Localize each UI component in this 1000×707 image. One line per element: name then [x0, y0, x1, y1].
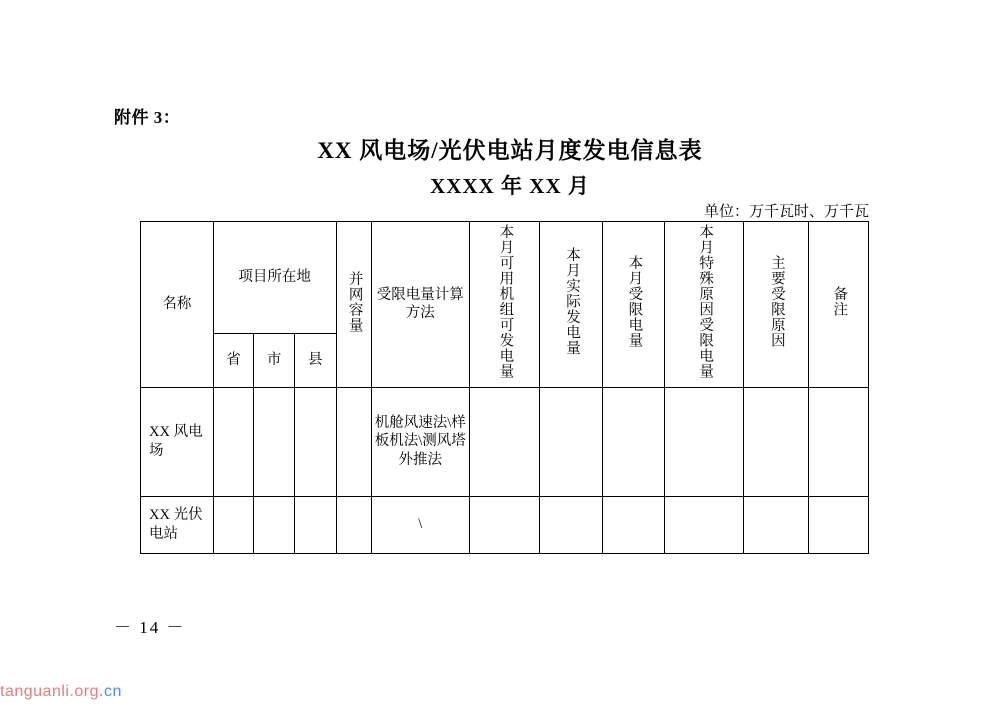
cell-name: XX 风电场 [141, 387, 214, 496]
column-header-province: 省 [213, 333, 254, 387]
column-header-main-reason-text: 主要受限原因 [768, 255, 785, 348]
cell-month-actual [540, 387, 602, 496]
column-header-month-special-text: 本月特殊原因受限电量 [697, 224, 714, 379]
cell-month-limited [602, 496, 664, 553]
generation-info-table [140, 221, 869, 554]
column-header-grid-capacity-text: 并网容量 [346, 270, 363, 333]
column-header-city: 市 [254, 333, 295, 387]
watermark-prefix: tanguanli.org [0, 683, 100, 700]
attachment-label: 附件 3： [114, 108, 181, 127]
cell-province [213, 496, 254, 553]
cell-month-limited [602, 387, 664, 496]
cell-city [254, 387, 295, 496]
cell-main-reason [744, 496, 808, 553]
column-header-month-limited-text: 本月受限电量 [626, 255, 643, 348]
column-header-remark-text: 备注 [831, 286, 848, 317]
watermark [0, 683, 122, 701]
column-header-grid-capacity [336, 222, 371, 388]
column-header-month-limited [602, 222, 664, 388]
cell-month-special [665, 387, 744, 496]
page-title: XX 风电场/光伏电站月度发电信息表 [317, 138, 703, 163]
cell-county [294, 496, 336, 553]
column-header-month-available-text: 本月可用机组可发电量 [497, 224, 514, 379]
column-header-remark [808, 222, 868, 388]
column-header-limit-method: 受限电量计算方法 [371, 222, 469, 388]
table-header-row [141, 222, 869, 334]
table-row [141, 496, 869, 553]
column-header-month-special [665, 222, 744, 388]
column-header-county: 县 [294, 333, 336, 387]
column-header-location-group: 项目所在地 [213, 222, 336, 334]
cell-month-available [469, 496, 540, 553]
column-header-month-actual-text: 本月实际发电量 [563, 247, 580, 356]
cell-name: XX 光伏电站 [141, 496, 214, 553]
cell-month-available [469, 387, 540, 496]
column-header-month-available [469, 222, 540, 388]
cell-main-reason [744, 387, 808, 496]
column-header-name: 名称 [141, 222, 214, 388]
page-subtitle: XXXX 年 XX 月 [430, 174, 590, 198]
cell-limit-method: 机舱风速法\样板机法\测风塔外推法 [371, 387, 469, 496]
cell-month-actual [540, 496, 602, 553]
page-number: － 14 － [114, 618, 186, 637]
cell-grid-capacity [336, 496, 371, 553]
column-header-main-reason [744, 222, 808, 388]
cell-remark [808, 496, 868, 553]
column-header-month-actual [540, 222, 602, 388]
cell-remark [808, 387, 868, 496]
cell-grid-capacity [336, 387, 371, 496]
cell-limit-method: \ [371, 496, 469, 553]
table-row [141, 387, 869, 496]
cell-province [213, 387, 254, 496]
cell-month-special [665, 496, 744, 553]
cell-city [254, 496, 295, 553]
unit-note: 单位：万千瓦时、万千瓦 [703, 204, 869, 220]
watermark-suffix: .cn [99, 683, 122, 700]
cell-county [294, 387, 336, 496]
